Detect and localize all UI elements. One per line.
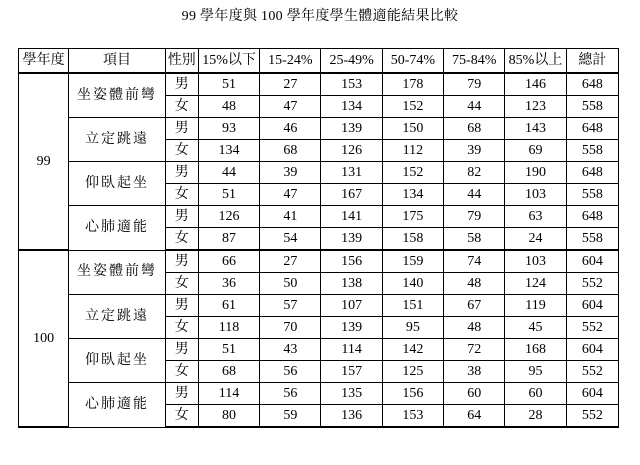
value-cell: 153 bbox=[321, 73, 382, 96]
value-cell: 24 bbox=[505, 228, 566, 251]
gender-cell: 女 bbox=[165, 317, 198, 339]
total-cell: 648 bbox=[566, 118, 618, 140]
gender-cell: 女 bbox=[165, 361, 198, 383]
value-cell: 135 bbox=[321, 383, 382, 405]
column-header: 學年度 bbox=[19, 49, 69, 74]
value-cell: 44 bbox=[444, 96, 505, 118]
value-cell: 134 bbox=[321, 96, 382, 118]
value-cell: 134 bbox=[198, 140, 259, 162]
total-cell: 558 bbox=[566, 184, 618, 206]
value-cell: 72 bbox=[444, 339, 505, 361]
item-cell: 仰臥起坐 bbox=[69, 162, 165, 206]
value-cell: 48 bbox=[444, 317, 505, 339]
value-cell: 60 bbox=[505, 383, 566, 405]
value-cell: 50 bbox=[260, 273, 321, 295]
value-cell: 68 bbox=[260, 140, 321, 162]
column-header: 25-49% bbox=[321, 49, 382, 74]
gender-cell: 男 bbox=[165, 118, 198, 140]
value-cell: 56 bbox=[260, 361, 321, 383]
value-cell: 95 bbox=[382, 317, 443, 339]
total-cell: 604 bbox=[566, 339, 618, 361]
total-cell: 604 bbox=[566, 383, 618, 405]
column-header: 15%以下 bbox=[198, 49, 259, 74]
column-header: 性別 bbox=[165, 49, 198, 74]
value-cell: 41 bbox=[260, 206, 321, 228]
total-cell: 552 bbox=[566, 361, 618, 383]
table-row bbox=[19, 206, 619, 228]
value-cell: 51 bbox=[198, 73, 259, 96]
value-cell: 27 bbox=[260, 250, 321, 273]
column-header: 項目 bbox=[69, 49, 165, 74]
value-cell: 68 bbox=[444, 118, 505, 140]
value-cell: 39 bbox=[444, 140, 505, 162]
value-cell: 156 bbox=[321, 250, 382, 273]
item-cell: 坐姿體前彎 bbox=[69, 250, 165, 295]
value-cell: 118 bbox=[198, 317, 259, 339]
column-header: 85%以上 bbox=[505, 49, 566, 74]
header-row bbox=[19, 49, 619, 74]
gender-cell: 女 bbox=[165, 273, 198, 295]
value-cell: 79 bbox=[444, 206, 505, 228]
value-cell: 175 bbox=[382, 206, 443, 228]
value-cell: 59 bbox=[260, 405, 321, 428]
value-cell: 80 bbox=[198, 405, 259, 428]
gender-cell: 男 bbox=[165, 383, 198, 405]
value-cell: 63 bbox=[505, 206, 566, 228]
column-header: 75-84% bbox=[444, 49, 505, 74]
gender-cell: 女 bbox=[165, 405, 198, 428]
value-cell: 167 bbox=[321, 184, 382, 206]
table-row bbox=[19, 383, 619, 405]
gender-cell: 男 bbox=[165, 162, 198, 184]
value-cell: 114 bbox=[198, 383, 259, 405]
column-header: 總計 bbox=[566, 49, 618, 74]
total-cell: 558 bbox=[566, 140, 618, 162]
value-cell: 93 bbox=[198, 118, 259, 140]
value-cell: 51 bbox=[198, 184, 259, 206]
item-cell: 仰臥起坐 bbox=[69, 339, 165, 383]
value-cell: 190 bbox=[505, 162, 566, 184]
value-cell: 159 bbox=[382, 250, 443, 273]
value-cell: 67 bbox=[444, 295, 505, 317]
value-cell: 168 bbox=[505, 339, 566, 361]
value-cell: 36 bbox=[198, 273, 259, 295]
value-cell: 48 bbox=[444, 273, 505, 295]
value-cell: 157 bbox=[321, 361, 382, 383]
value-cell: 47 bbox=[260, 184, 321, 206]
value-cell: 124 bbox=[505, 273, 566, 295]
gender-cell: 男 bbox=[165, 339, 198, 361]
item-cell: 坐姿體前彎 bbox=[69, 73, 165, 118]
value-cell: 61 bbox=[198, 295, 259, 317]
gender-cell: 女 bbox=[165, 184, 198, 206]
gender-cell: 女 bbox=[165, 228, 198, 251]
table-row bbox=[19, 250, 619, 273]
value-cell: 28 bbox=[505, 405, 566, 428]
gender-cell: 男 bbox=[165, 250, 198, 273]
value-cell: 134 bbox=[382, 184, 443, 206]
table-row bbox=[19, 162, 619, 184]
value-cell: 119 bbox=[505, 295, 566, 317]
item-cell: 心肺適能 bbox=[69, 206, 165, 251]
value-cell: 140 bbox=[382, 273, 443, 295]
value-cell: 70 bbox=[260, 317, 321, 339]
total-cell: 648 bbox=[566, 73, 618, 96]
value-cell: 44 bbox=[444, 184, 505, 206]
value-cell: 150 bbox=[382, 118, 443, 140]
value-cell: 27 bbox=[260, 73, 321, 96]
value-cell: 68 bbox=[198, 361, 259, 383]
value-cell: 95 bbox=[505, 361, 566, 383]
value-cell: 139 bbox=[321, 317, 382, 339]
value-cell: 178 bbox=[382, 73, 443, 96]
value-cell: 114 bbox=[321, 339, 382, 361]
gender-cell: 男 bbox=[165, 73, 198, 96]
value-cell: 146 bbox=[505, 73, 566, 96]
total-cell: 558 bbox=[566, 96, 618, 118]
value-cell: 152 bbox=[382, 96, 443, 118]
value-cell: 69 bbox=[505, 140, 566, 162]
total-cell: 558 bbox=[566, 228, 618, 251]
total-cell: 552 bbox=[566, 317, 618, 339]
value-cell: 56 bbox=[260, 383, 321, 405]
value-cell: 143 bbox=[505, 118, 566, 140]
value-cell: 107 bbox=[321, 295, 382, 317]
value-cell: 74 bbox=[444, 250, 505, 273]
value-cell: 79 bbox=[444, 73, 505, 96]
total-cell: 552 bbox=[566, 405, 618, 428]
value-cell: 136 bbox=[321, 405, 382, 428]
table-row bbox=[19, 295, 619, 317]
value-cell: 153 bbox=[382, 405, 443, 428]
value-cell: 60 bbox=[444, 383, 505, 405]
year-cell: 100 bbox=[19, 250, 69, 427]
gender-cell: 男 bbox=[165, 295, 198, 317]
value-cell: 158 bbox=[382, 228, 443, 251]
item-cell: 心肺適能 bbox=[69, 383, 165, 428]
value-cell: 103 bbox=[505, 184, 566, 206]
gender-cell: 女 bbox=[165, 140, 198, 162]
total-cell: 648 bbox=[566, 162, 618, 184]
gender-cell: 男 bbox=[165, 206, 198, 228]
value-cell: 47 bbox=[260, 96, 321, 118]
table-row bbox=[19, 73, 619, 96]
value-cell: 66 bbox=[198, 250, 259, 273]
total-cell: 604 bbox=[566, 295, 618, 317]
item-cell: 立定跳遠 bbox=[69, 295, 165, 339]
table-row bbox=[19, 118, 619, 140]
value-cell: 152 bbox=[382, 162, 443, 184]
value-cell: 43 bbox=[260, 339, 321, 361]
value-cell: 58 bbox=[444, 228, 505, 251]
value-cell: 64 bbox=[444, 405, 505, 428]
value-cell: 142 bbox=[382, 339, 443, 361]
value-cell: 141 bbox=[321, 206, 382, 228]
value-cell: 87 bbox=[198, 228, 259, 251]
value-cell: 123 bbox=[505, 96, 566, 118]
total-cell: 648 bbox=[566, 206, 618, 228]
value-cell: 51 bbox=[198, 339, 259, 361]
value-cell: 131 bbox=[321, 162, 382, 184]
value-cell: 46 bbox=[260, 118, 321, 140]
value-cell: 82 bbox=[444, 162, 505, 184]
value-cell: 125 bbox=[382, 361, 443, 383]
year-cell: 99 bbox=[19, 73, 69, 250]
value-cell: 44 bbox=[198, 162, 259, 184]
value-cell: 138 bbox=[321, 273, 382, 295]
gender-cell: 女 bbox=[165, 96, 198, 118]
value-cell: 48 bbox=[198, 96, 259, 118]
total-cell: 604 bbox=[566, 250, 618, 273]
table-body bbox=[19, 73, 619, 427]
value-cell: 139 bbox=[321, 118, 382, 140]
value-cell: 112 bbox=[382, 140, 443, 162]
value-cell: 38 bbox=[444, 361, 505, 383]
value-cell: 103 bbox=[505, 250, 566, 273]
total-cell: 552 bbox=[566, 273, 618, 295]
column-header: 50-74% bbox=[382, 49, 443, 74]
column-header: 15-24% bbox=[260, 49, 321, 74]
value-cell: 126 bbox=[198, 206, 259, 228]
document-title: 99 學年度與 100 學年度學生體適能結果比較 bbox=[181, 9, 459, 24]
value-cell: 45 bbox=[505, 317, 566, 339]
fitness-comparison-table bbox=[18, 48, 619, 428]
table-row bbox=[19, 339, 619, 361]
value-cell: 156 bbox=[382, 383, 443, 405]
value-cell: 139 bbox=[321, 228, 382, 251]
value-cell: 39 bbox=[260, 162, 321, 184]
value-cell: 57 bbox=[260, 295, 321, 317]
value-cell: 54 bbox=[260, 228, 321, 251]
value-cell: 126 bbox=[321, 140, 382, 162]
value-cell: 151 bbox=[382, 295, 443, 317]
item-cell: 立定跳遠 bbox=[69, 118, 165, 162]
